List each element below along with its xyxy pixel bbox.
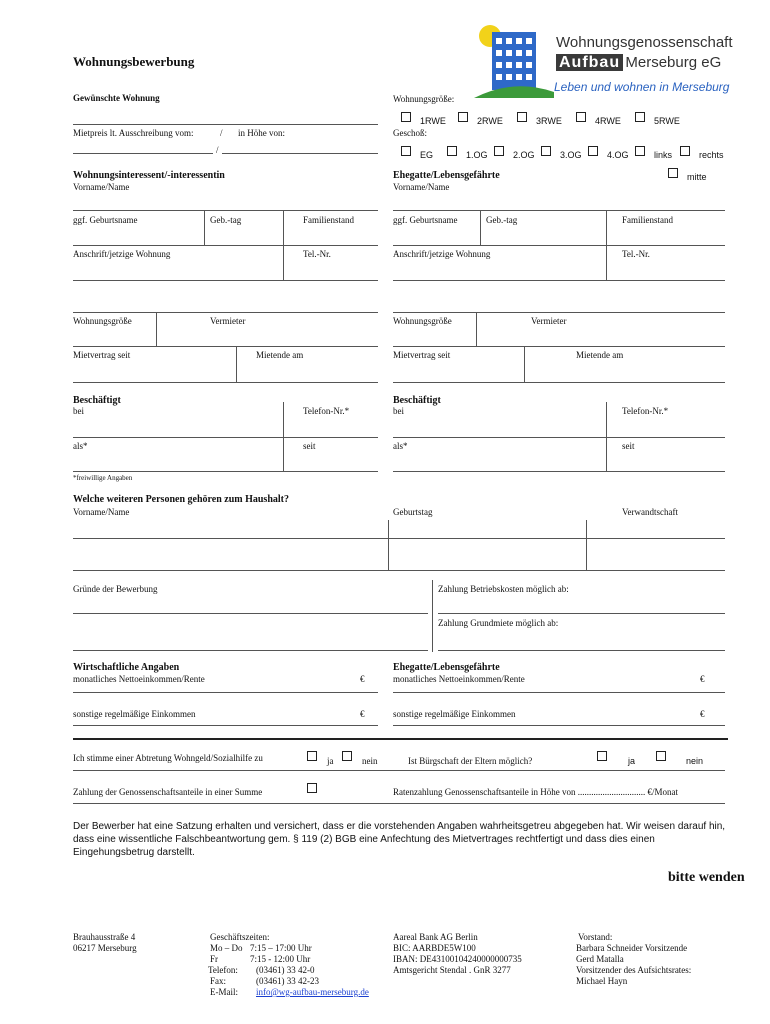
- footnote: *freiwillige Angaben: [73, 474, 133, 482]
- board-chair: Barbara Schneider Vorsitzende: [576, 943, 688, 953]
- partner-other-income-euro: €: [700, 709, 705, 719]
- installment-label: Ratenzahlung Genossenschaftsanteile in Höhe von .............................. €/Monat: [393, 787, 678, 797]
- phone-label: Telefon:: [208, 965, 238, 975]
- floor-rechts-label: rechts: [699, 150, 724, 160]
- costs-field[interactable]: [438, 613, 725, 614]
- declaration-text: Der Bewerber hat eine Satzung erhalten und versichert, dass er die vorstehenden Angaben wahrheitsgetreu abgegeben hat. Wir weisen darauf hin, dass eine wissentliche Falschbeantwortung gem. § 119 (2) BGB eine Anfechtung des Mietvertrages rechtfertigt und dass dies einen Eingehungsbetrug darstellt.: [73, 821, 726, 858]
- assign-no-checkbox[interactable]: [342, 751, 352, 761]
- floor-links-label: links: [654, 150, 673, 160]
- floor-3og-checkbox[interactable]: [541, 146, 551, 156]
- applicant-at-label: bei: [73, 406, 84, 416]
- shares-label: Zahlung der Genossenschaftsanteile in einer Summe: [73, 787, 263, 797]
- size-5rwe-checkbox[interactable]: [635, 112, 645, 122]
- partner-marital-label: Familienstand: [622, 215, 673, 225]
- rent-start-label: Zahlung Grundmiete möglich ab:: [438, 618, 559, 628]
- hours-mo-do-value: 7:15 – 17:00 Uhr: [250, 943, 312, 953]
- floor-links-checkbox[interactable]: [635, 146, 645, 156]
- floor-3og-label: 3.OG: [560, 150, 582, 160]
- hours-fr-value: 7:15 - 12:00 Uhr: [250, 954, 311, 964]
- desired-line: [73, 124, 378, 125]
- email-link[interactable]: info@wg-aufbau-merseburg.de: [256, 987, 369, 997]
- size-1rwe-checkbox[interactable]: [401, 112, 411, 122]
- applicant-marital-label: Familienstand: [303, 215, 354, 225]
- divider: [204, 211, 205, 245]
- supervisory-title: Vorsitzender des Aufsichtsrates:: [576, 965, 692, 975]
- partner-address-label: Anschrift/jetzige Wohnung: [393, 249, 491, 259]
- partner-employer-field[interactable]: [393, 437, 725, 438]
- logo-aufbau: Aufbau: [556, 54, 623, 71]
- partner-at-label: bei: [393, 406, 404, 416]
- board-member: Gerd Matalla: [576, 954, 624, 964]
- applicant-address-field[interactable]: [73, 280, 378, 281]
- applicant-name-field[interactable]: [73, 210, 378, 211]
- applicant-birthday-label: Geb.-tag: [210, 215, 242, 225]
- board-title: Vorstand:: [578, 932, 613, 942]
- applicant-since-label: seit: [303, 441, 316, 451]
- assign-yes-checkbox[interactable]: [307, 751, 317, 761]
- desired-heading: Gewünschte Wohnung: [73, 93, 160, 103]
- partner-net-income-euro: €: [700, 674, 705, 684]
- applicant-flat-field[interactable]: [73, 346, 378, 347]
- divider: [606, 211, 607, 245]
- hours-title: Geschäftszeiten:: [210, 932, 270, 942]
- divider: [586, 520, 587, 570]
- reasons-label: Gründe der Bewerbung: [73, 584, 158, 594]
- household-row-1[interactable]: [73, 538, 725, 539]
- shares-line: [73, 803, 725, 804]
- rent-label: Mietpreis lt. Ausschreibung vom:: [73, 128, 194, 138]
- household-heading: Welche weiteren Personen gehören zum Haushalt?: [73, 494, 289, 505]
- footer-street: Brauhausstraße 4: [73, 932, 136, 942]
- applicant-address-field-2[interactable]: [73, 312, 378, 313]
- guarantee-no-checkbox[interactable]: [656, 751, 666, 761]
- partner-birth-field[interactable]: [393, 245, 725, 246]
- divider: [156, 313, 157, 347]
- partner-flatsize-label: Wohnungsgröße: [393, 316, 452, 326]
- logo-merseburg: Merseburg eG: [625, 54, 722, 71]
- size-label: Wohnungsgröße:: [393, 94, 455, 104]
- logo-line2: [556, 54, 721, 72]
- logo-line1: Wohnungsgenossenschaft: [556, 34, 733, 51]
- applicant-tel-label: Telefon-Nr.*: [303, 406, 350, 416]
- applicant-employed-heading: Beschäftigt: [73, 395, 121, 406]
- costs-label: Zahlung Betriebskosten möglich ab:: [438, 584, 569, 594]
- fax-value: (03461) 33 42-23: [256, 976, 319, 986]
- partner-birthname-label: ggf. Geburtsname: [393, 215, 458, 225]
- bank-bic: BIC: AARBDE5W100: [393, 943, 476, 953]
- floor-label: Geschoß:: [393, 128, 427, 138]
- guarantee-yes-label: ja: [628, 756, 636, 766]
- applicant-employer-field[interactable]: [73, 437, 378, 438]
- reasons-field-1[interactable]: [73, 613, 428, 614]
- household-relation-label: Verwandtschaft: [622, 507, 678, 517]
- net-income-euro: €: [360, 674, 365, 684]
- reasons-field-2[interactable]: [73, 650, 428, 651]
- divider: [606, 438, 607, 472]
- guarantee-yes-checkbox[interactable]: [597, 751, 607, 761]
- partner-other-income-field[interactable]: [393, 725, 725, 726]
- assign-no-label: nein: [362, 756, 378, 766]
- size-4rwe-label: 4RWE: [595, 116, 621, 126]
- divider: [283, 246, 284, 280]
- other-income-euro: €: [360, 709, 365, 719]
- rent-start-field[interactable]: [438, 650, 725, 651]
- logo: [474, 22, 744, 98]
- amount-label: in Höhe von:: [238, 128, 285, 138]
- partner-heading: Ehegatte/Lebensgefährte: [393, 170, 500, 181]
- register-court: Amtsgericht Stendal . GnR 3277: [393, 965, 511, 975]
- partner-net-income-field[interactable]: [393, 692, 725, 693]
- divider: [388, 520, 389, 570]
- floor-4og-label: 4.OG: [607, 150, 629, 160]
- household-row-2[interactable]: [73, 570, 725, 571]
- divider: [524, 347, 525, 383]
- net-income-field[interactable]: [73, 692, 378, 693]
- phone-value: (03461) 33 42-0: [256, 965, 315, 975]
- partner-since-label: seit: [622, 441, 635, 451]
- applicant-as-label: als*: [73, 441, 88, 451]
- partner-leaseend-label: Mietende am: [576, 350, 624, 360]
- guarantee-label: Ist Bürgschaft der Eltern möglich?: [408, 756, 533, 766]
- rent-date-field[interactable]: [73, 153, 213, 154]
- size-2rwe-checkbox[interactable]: [458, 112, 468, 122]
- household-birthday-label: Geburtstag: [393, 507, 433, 517]
- divider: [236, 347, 237, 383]
- economic-heading: Wirtschaftliche Angaben: [73, 662, 180, 673]
- logo-tagline: Leben und wohnen in Merseburg: [554, 80, 730, 94]
- bank-iban: IBAN: DE43100104240000000735: [393, 954, 522, 964]
- applicant-birthname-label: ggf. Geburtsname: [73, 215, 138, 225]
- partner-tel-label: Telefon-Nr.*: [622, 406, 669, 416]
- floor-1og-label: 1.OG: [466, 150, 488, 160]
- hours-mo-do-label: Mo – Do: [210, 943, 243, 953]
- divider: [480, 211, 481, 245]
- applicant-birth-field[interactable]: [73, 245, 378, 246]
- other-income-label: sonstige regelmäßige Einkommen: [73, 709, 196, 719]
- divider: [283, 438, 284, 472]
- guarantee-no-label: nein: [686, 756, 704, 766]
- partner-name-label: Vorname/Name: [393, 182, 450, 192]
- floor-mitte-checkbox[interactable]: [668, 168, 678, 178]
- divider: [283, 211, 284, 245]
- assign-label: Ich stimme einer Abtretung Wohngeld/Sozialhilfe zu: [73, 753, 263, 763]
- partner-lease-label: Mietvertrag seit: [393, 350, 451, 360]
- applicant-heading: Wohnungsinteressent/-interessentin: [73, 170, 225, 181]
- section-divider: [73, 738, 728, 740]
- partner-name-field[interactable]: [393, 210, 725, 211]
- applicant-address-label: Anschrift/jetzige Wohnung: [73, 249, 171, 259]
- shares-checkbox[interactable]: [307, 783, 317, 793]
- floor-eg-label: EG: [420, 150, 434, 160]
- assign-yes-label: ja: [327, 756, 334, 766]
- floor-2og-label: 2.OG: [513, 150, 535, 160]
- net-income-label: monatliches Nettoeinkommen/Rente: [73, 674, 205, 684]
- footer-city: 06217 Merseburg: [73, 943, 137, 953]
- household-name-label: Vorname/Name: [73, 507, 130, 517]
- divider: [606, 402, 607, 438]
- economic-partner-heading: Ehegatte/Lebensgefährte: [393, 662, 500, 673]
- rent-slash-2: /: [216, 145, 219, 155]
- partner-landlord-label: Vermieter: [531, 316, 567, 326]
- page-title: Wohnungsbewerbung: [73, 54, 195, 69]
- floor-rechts-checkbox[interactable]: [680, 146, 690, 156]
- partner-other-income-label: sonstige regelmäßige Einkommen: [393, 709, 516, 719]
- floor-4og-checkbox[interactable]: [588, 146, 598, 156]
- partner-employed-heading: Beschäftigt: [393, 395, 441, 406]
- partner-lease-field[interactable]: [393, 382, 725, 383]
- size-3rwe-label: 3RWE: [536, 116, 562, 126]
- applicant-flatsize-label: Wohnungsgröße: [73, 316, 132, 326]
- hours-fr-label: Fr: [210, 954, 219, 964]
- floor-eg-checkbox[interactable]: [401, 146, 411, 156]
- partner-net-income-label: monatliches Nettoeinkommen/Rente: [393, 674, 525, 684]
- applicant-lease-field[interactable]: [73, 382, 378, 383]
- rent-amount-field[interactable]: [222, 153, 378, 154]
- rent-slash: /: [220, 128, 223, 138]
- please-turn: bitte wenden: [668, 870, 745, 885]
- partner-flat-field[interactable]: [393, 346, 725, 347]
- floor-2og-checkbox[interactable]: [494, 146, 504, 156]
- partner-address-field-2[interactable]: [393, 312, 725, 313]
- applicant-landlord-label: Vermieter: [210, 316, 246, 326]
- supervisory-name: Michael Hayn: [576, 976, 628, 986]
- divider: [283, 402, 284, 438]
- logo-hill: [474, 86, 554, 98]
- size-3rwe-checkbox[interactable]: [517, 112, 527, 122]
- divider: [432, 580, 433, 652]
- bank-name: Aareal Bank AG Berlin: [393, 932, 478, 942]
- divider: [476, 313, 477, 347]
- partner-as-label: als*: [393, 441, 408, 451]
- fax-label: Fax:: [210, 976, 227, 986]
- size-5rwe-label: 5RWE: [654, 116, 680, 126]
- logo-graphic: [474, 22, 554, 98]
- email-label: E-Mail:: [210, 987, 238, 997]
- size-2rwe-label: 2RWE: [477, 116, 503, 126]
- applicant-name-label: Vorname/Name: [73, 182, 130, 192]
- floor-1og-checkbox[interactable]: [447, 146, 457, 156]
- applicant-job-field[interactable]: [73, 471, 378, 472]
- size-1rwe-label: 1RWE: [420, 116, 446, 126]
- divider: [606, 246, 607, 280]
- partner-address-field[interactable]: [393, 280, 725, 281]
- other-income-field[interactable]: [73, 725, 378, 726]
- size-4rwe-checkbox[interactable]: [576, 112, 586, 122]
- partner-job-field[interactable]: [393, 471, 725, 472]
- floor-mitte-label: mitte: [687, 172, 707, 182]
- consent-line: [73, 770, 725, 771]
- applicant-phone-label: Tel.-Nr.: [303, 249, 331, 259]
- partner-phone-label: Tel.-Nr.: [622, 249, 650, 259]
- applicant-lease-label: Mietvertrag seit: [73, 350, 131, 360]
- partner-birthday-label: Geb.-tag: [486, 215, 518, 225]
- applicant-leaseend-label: Mietende am: [256, 350, 304, 360]
